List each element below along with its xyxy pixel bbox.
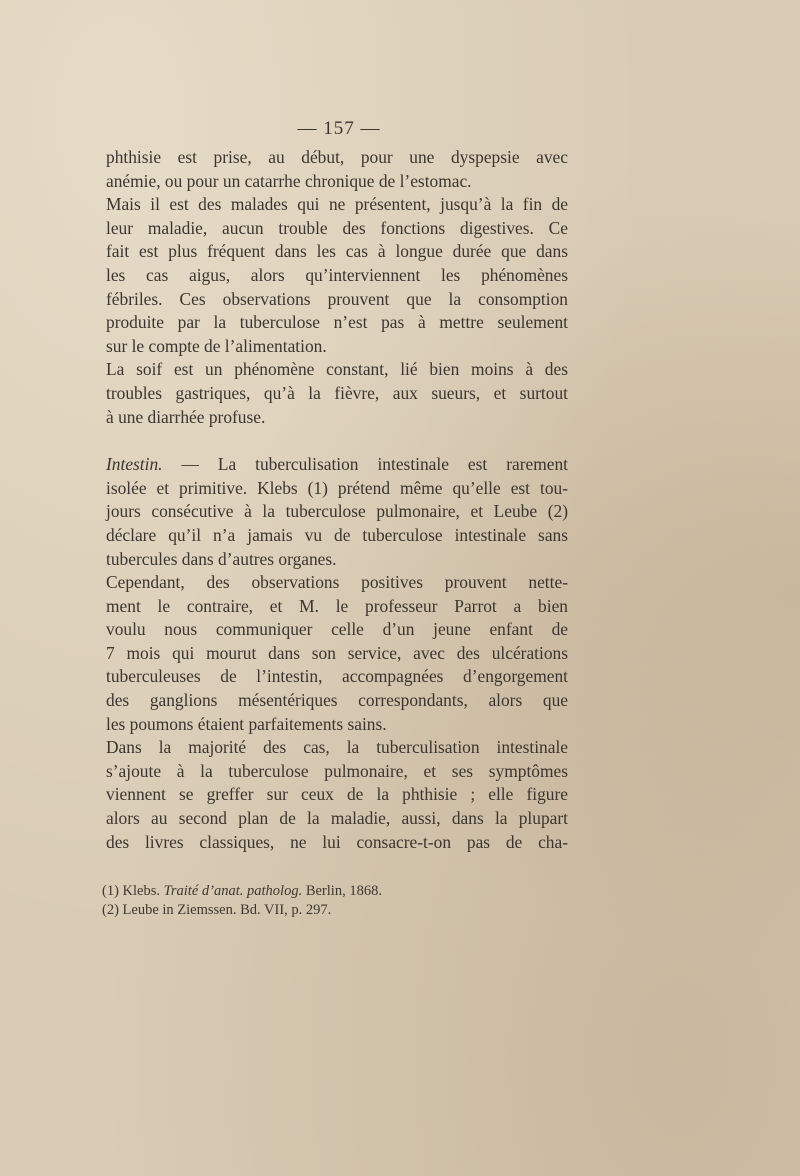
paragraph-3: [106, 358, 568, 429]
text-line: à une diarrhée profuse.: [106, 406, 266, 427]
paragraph-2: [106, 193, 568, 358]
text-line: jours consécutive à la tuberculose pulmonaire, et Leube (2): [106, 501, 568, 522]
text-line: voulu nous communiquer celle d’un jeune enfant de: [106, 619, 568, 640]
text-line: Dans la majorité des cas, la tuberculisation intestinale: [106, 737, 568, 758]
text-line: 7 mois qui mourut dans son service, avec des ulcérations: [106, 642, 568, 663]
footnote-title: Traité d’anat. patholog.: [163, 883, 303, 899]
paragraph-intestin: [106, 453, 568, 571]
footnote-text: (2) Leube in Ziemssen. Bd. VII, p. 297.: [102, 902, 332, 918]
text-line: produite par la tuberculose n’est pas à mettre seulement: [106, 312, 568, 333]
text-line: les cas aigus, alors qu’interviennent les phénomènes: [106, 264, 568, 285]
text-line: anémie, ou pour un catarrhe chronique de l’estomac.: [106, 170, 472, 191]
section-heading: Intestin.: [106, 454, 163, 475]
page-number: — 157 —: [297, 118, 381, 139]
footnotes: [102, 882, 382, 920]
footnote-text: Berlin, 1868.: [302, 883, 382, 899]
text-line: isolée et primitive. Klebs (1) prétend même qu’elle est tou-: [106, 477, 568, 498]
text-line: leur maladie, aucun trouble des fonctions digestives. Ce: [106, 217, 568, 238]
page-body: [106, 118, 568, 854]
paragraph-5: [106, 571, 568, 736]
footnote-2: [102, 901, 382, 920]
text-line: viennent se greffer sur ceux de la phthisie ; elle figure: [106, 784, 568, 805]
paragraph-1: [106, 146, 568, 193]
text-line: La soif est un phénomène constant, lié bien moins à des: [106, 359, 568, 380]
text-line: tuberculeuses de l’intestin, accompagnées d’engorgement: [106, 666, 568, 687]
text-line: déclare qu’il n’a jamais vu de tuberculose intestinale sans: [106, 524, 568, 545]
footnote-1: [102, 882, 382, 901]
text-line: ment le contraire, et M. le professeur Parrot a bien: [106, 595, 568, 616]
text-line: Cependant, des observations positives prouvent nette-: [106, 572, 568, 593]
text-line: s’ajoute à la tuberculose pulmonaire, et ses symptômes: [106, 760, 568, 781]
text-line: les poumons étaient parfaitements sains.: [106, 713, 387, 734]
text-line: [106, 453, 568, 477]
text-line: des ganglions mésentériques correspondants, alors que: [106, 690, 568, 711]
text-line: phthisie est prise, au début, pour une dyspepsie avec: [106, 147, 568, 167]
text-line: fait est plus fréquent dans les cas à longue durée que dans: [106, 241, 568, 262]
text-line: Mais il est des malades qui ne présentent, jusqu’à la fin de: [106, 194, 568, 215]
text-line: des livres classiques, ne lui consacre-t-on pas de cha-: [106, 831, 568, 852]
text-fragment: — La tuberculisation intestinale est rarement: [162, 454, 568, 475]
text-line: sur le compte de l’alimentation.: [106, 335, 327, 356]
text-line: tubercules dans d’autres organes.: [106, 548, 337, 569]
section-gap: [106, 429, 568, 453]
footnote-text: (1) Klebs.: [102, 883, 164, 899]
paragraph-6: [106, 736, 568, 854]
text-line: troubles gastriques, qu’à la fièvre, aux sueurs, et surtout: [106, 382, 568, 403]
text-line: fébriles. Ces observations prouvent que la consomption: [106, 288, 568, 309]
text-line: alors au second plan de la maladie, aussi, dans la plupart: [106, 808, 568, 829]
